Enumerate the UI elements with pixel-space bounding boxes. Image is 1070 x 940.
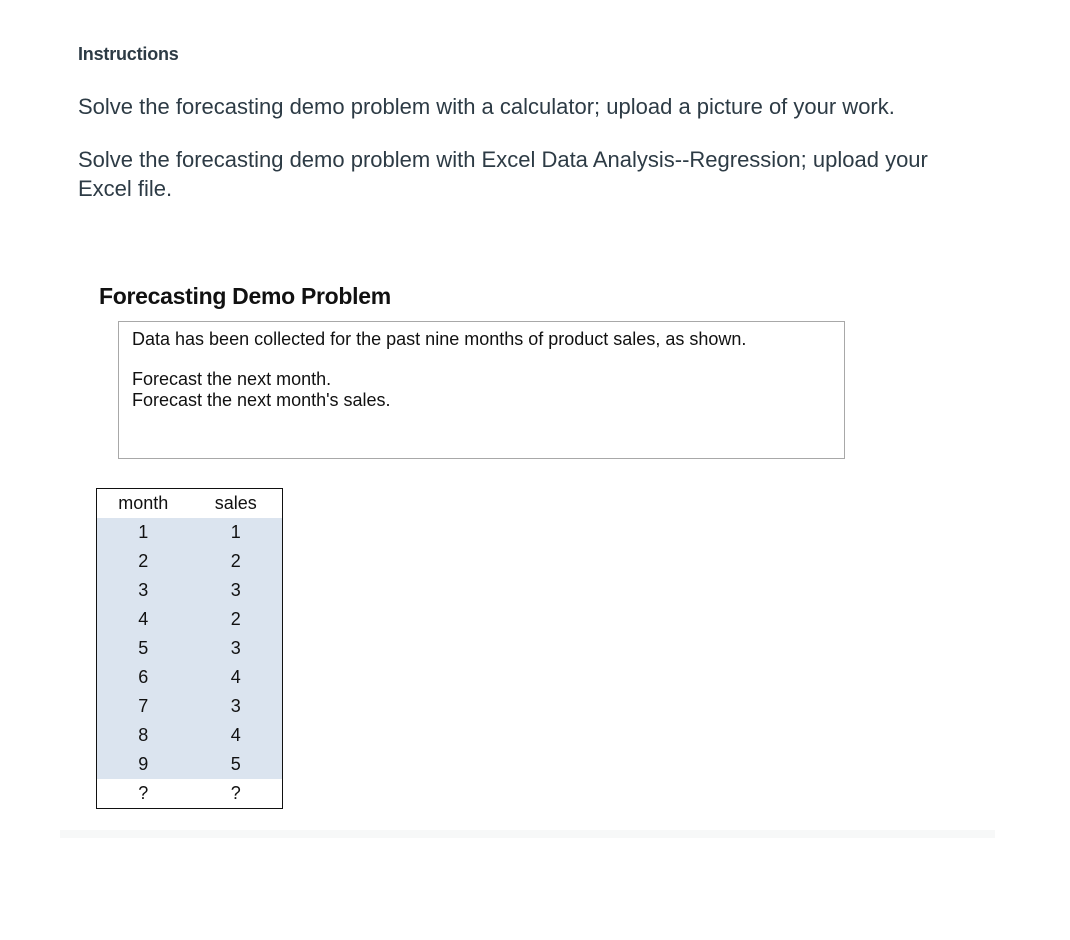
- instruction-paragraph-calculator: Solve the forecasting demo problem with a calculator; upload a picture of your work.: [78, 94, 895, 119]
- table-row: [97, 634, 283, 663]
- instruction-paragraph-excel: Solve the forecasting demo problem with Excel Data Analysis--Regression; upload your Excel file.: [78, 147, 928, 201]
- table-header-row: [97, 489, 283, 519]
- problem-description-line: Data has been collected for the past nine months of product sales, as shown.: [132, 329, 747, 349]
- footer-divider: [60, 830, 995, 838]
- month-cell: 7: [97, 692, 190, 721]
- month-cell: 5: [97, 634, 190, 663]
- month-cell: 3: [97, 576, 190, 605]
- table-row: [97, 692, 283, 721]
- table-row: [97, 750, 283, 779]
- sales-cell: 3: [190, 576, 283, 605]
- table-row: [97, 663, 283, 692]
- month-cell: 1: [97, 518, 190, 547]
- table-row: [97, 721, 283, 750]
- table-row-forecast: [97, 779, 283, 809]
- month-cell: 9: [97, 750, 190, 779]
- month-cell: 6: [97, 663, 190, 692]
- problem-task-line: Forecast the next month's sales.: [132, 390, 391, 410]
- column-header-month: month: [97, 489, 190, 519]
- problem-task-line: Forecast the next month.: [132, 369, 332, 389]
- column-header-sales: sales: [190, 489, 283, 519]
- sales-cell: 2: [190, 605, 283, 634]
- sales-cell: 4: [190, 721, 283, 750]
- month-cell: 8: [97, 721, 190, 750]
- sales-cell: 3: [190, 634, 283, 663]
- table-row: [97, 518, 283, 547]
- problem-title: Forecasting Demo Problem: [99, 283, 391, 309]
- problem-description-box: [118, 321, 845, 459]
- sales-cell: 1: [190, 518, 283, 547]
- sales-cell: 4: [190, 663, 283, 692]
- sales-cell-unknown: ?: [190, 779, 283, 809]
- table-row: [97, 547, 283, 576]
- sales-cell: 3: [190, 692, 283, 721]
- instructions-heading: Instructions: [78, 44, 179, 64]
- sales-data-table: [96, 488, 283, 809]
- table-row: [97, 576, 283, 605]
- table-row: [97, 605, 283, 634]
- sales-cell: 5: [190, 750, 283, 779]
- sales-cell: 2: [190, 547, 283, 576]
- month-cell-unknown: ?: [97, 779, 190, 809]
- month-cell: 4: [97, 605, 190, 634]
- month-cell: 2: [97, 547, 190, 576]
